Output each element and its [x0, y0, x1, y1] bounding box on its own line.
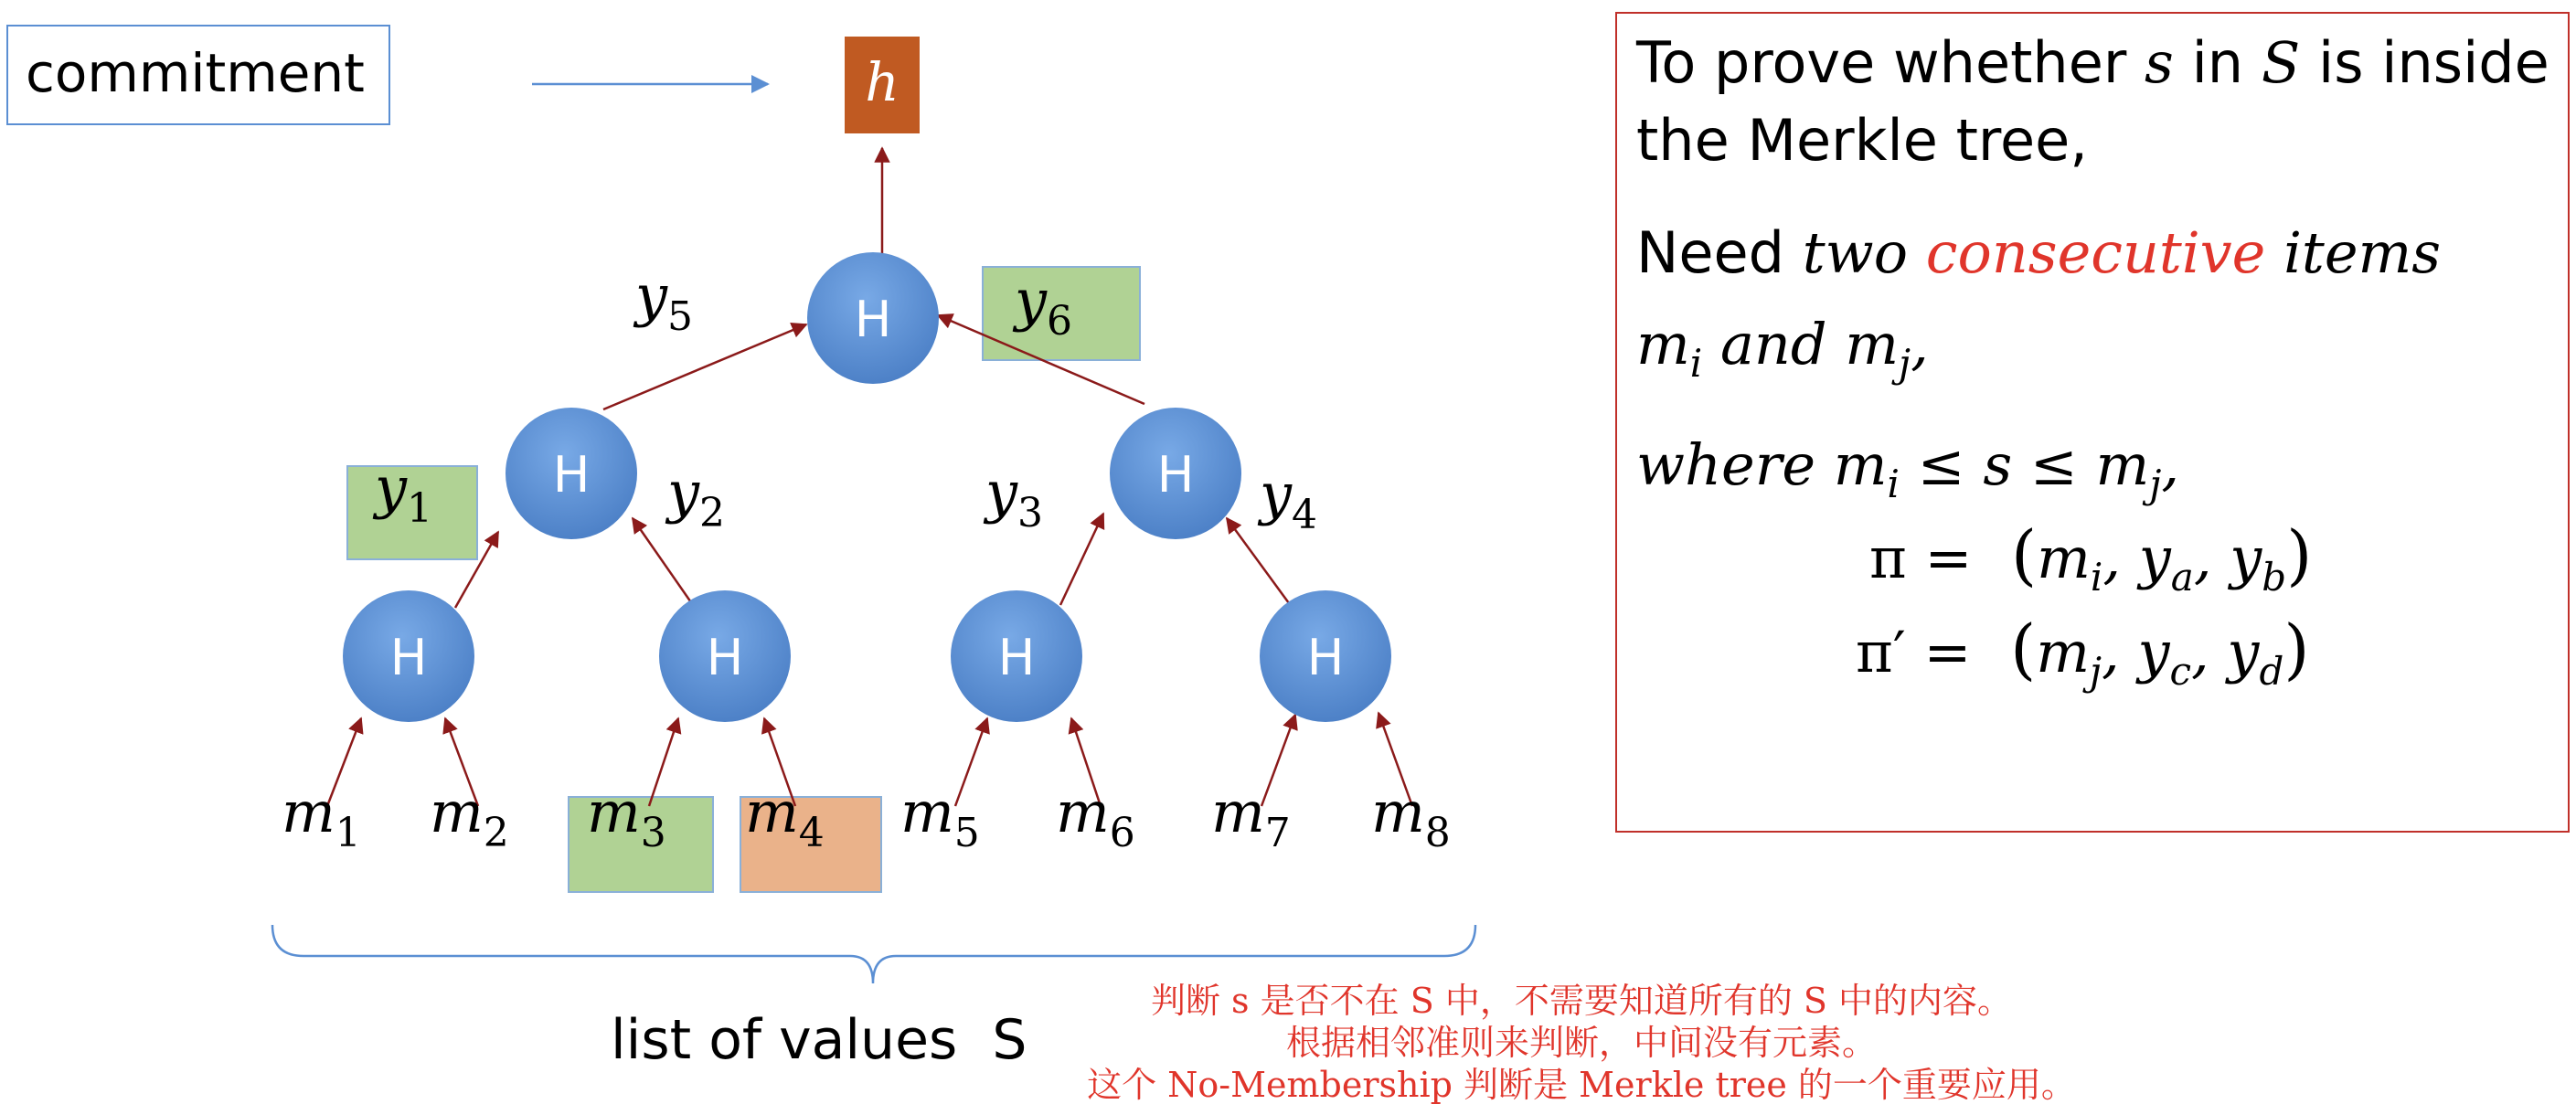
leaf-m7: $m_7$	[1211, 779, 1291, 856]
leaf-m1: $m_1$	[282, 779, 361, 856]
proof-pi: $\pi = (m_i$, $y_a$, $y_b$)	[1869, 516, 2313, 600]
y4-label: $y_4$	[1260, 461, 1318, 538]
note-line-3: 这个 No-Membership 判断是 Merkle tree 的一个重要应用。	[1087, 1065, 2076, 1105]
hash-label-leaf-4: H	[1306, 629, 1345, 686]
proof-line-2: the Merkle tree,	[1636, 107, 2089, 174]
hash-label-leaf-1: H	[389, 629, 428, 686]
hash-label-leaf-3: H	[997, 629, 1036, 686]
proof-pi-prime: $\pi' = (m_j$, $y_c$, $y_d$)	[1856, 611, 2310, 694]
tree-arrows	[327, 148, 1412, 806]
proof-line-1: To prove whether s in S is inside	[1636, 29, 2549, 96]
hash-label-right: H	[1156, 446, 1195, 504]
y1-label: $y_1$	[375, 454, 433, 532]
arrow-m3	[649, 718, 678, 806]
arrow-m5	[955, 718, 987, 806]
y6-label: $y_6$	[1015, 267, 1073, 345]
proof-line-5: where $m_i \le s \le m_j$,	[1636, 431, 2180, 506]
commitment-label: commitment	[26, 42, 365, 104]
list-of-values-label: list of values S	[611, 1008, 1027, 1072]
leaf-brace	[272, 925, 1475, 983]
arrow-l4-to-right	[1227, 518, 1289, 603]
leaf-m8: $m_8$	[1371, 779, 1451, 856]
note-line-1: 判断 s 是否不在 S 中，不需要知道所有的 S 中的内容。	[1150, 981, 2013, 1021]
leaf-m2: $m_2$	[430, 779, 509, 856]
leaf-m3: $m_3$	[587, 779, 666, 856]
arrow-l3-to-right	[1060, 514, 1103, 605]
arrow-left-to-top	[603, 324, 806, 409]
hash-label-top: H	[854, 291, 892, 348]
y5-label: $y_5$	[635, 262, 694, 340]
hash-label-leaf-2: H	[706, 629, 744, 686]
root-label: h	[865, 51, 899, 113]
leaf-m4: $m_4$	[745, 779, 825, 856]
hash-label-left: H	[552, 446, 591, 504]
proof-line-3: Need two consecutive items	[1636, 219, 2442, 286]
y2-label: $y_2$	[667, 459, 726, 536]
proof-line-4: $m_i$ and $m_j$,	[1636, 311, 1929, 386]
arrow-m7	[1261, 715, 1295, 806]
leaf-m6: $m_6$	[1056, 779, 1135, 856]
leaf-m5: $m_5$	[900, 779, 980, 856]
arrow-l2-to-left	[633, 518, 693, 605]
y3-label: $y_3$	[985, 459, 1044, 536]
note-line-2: 根据相邻准则来判断，中间没有元素。	[1285, 1023, 1878, 1063]
